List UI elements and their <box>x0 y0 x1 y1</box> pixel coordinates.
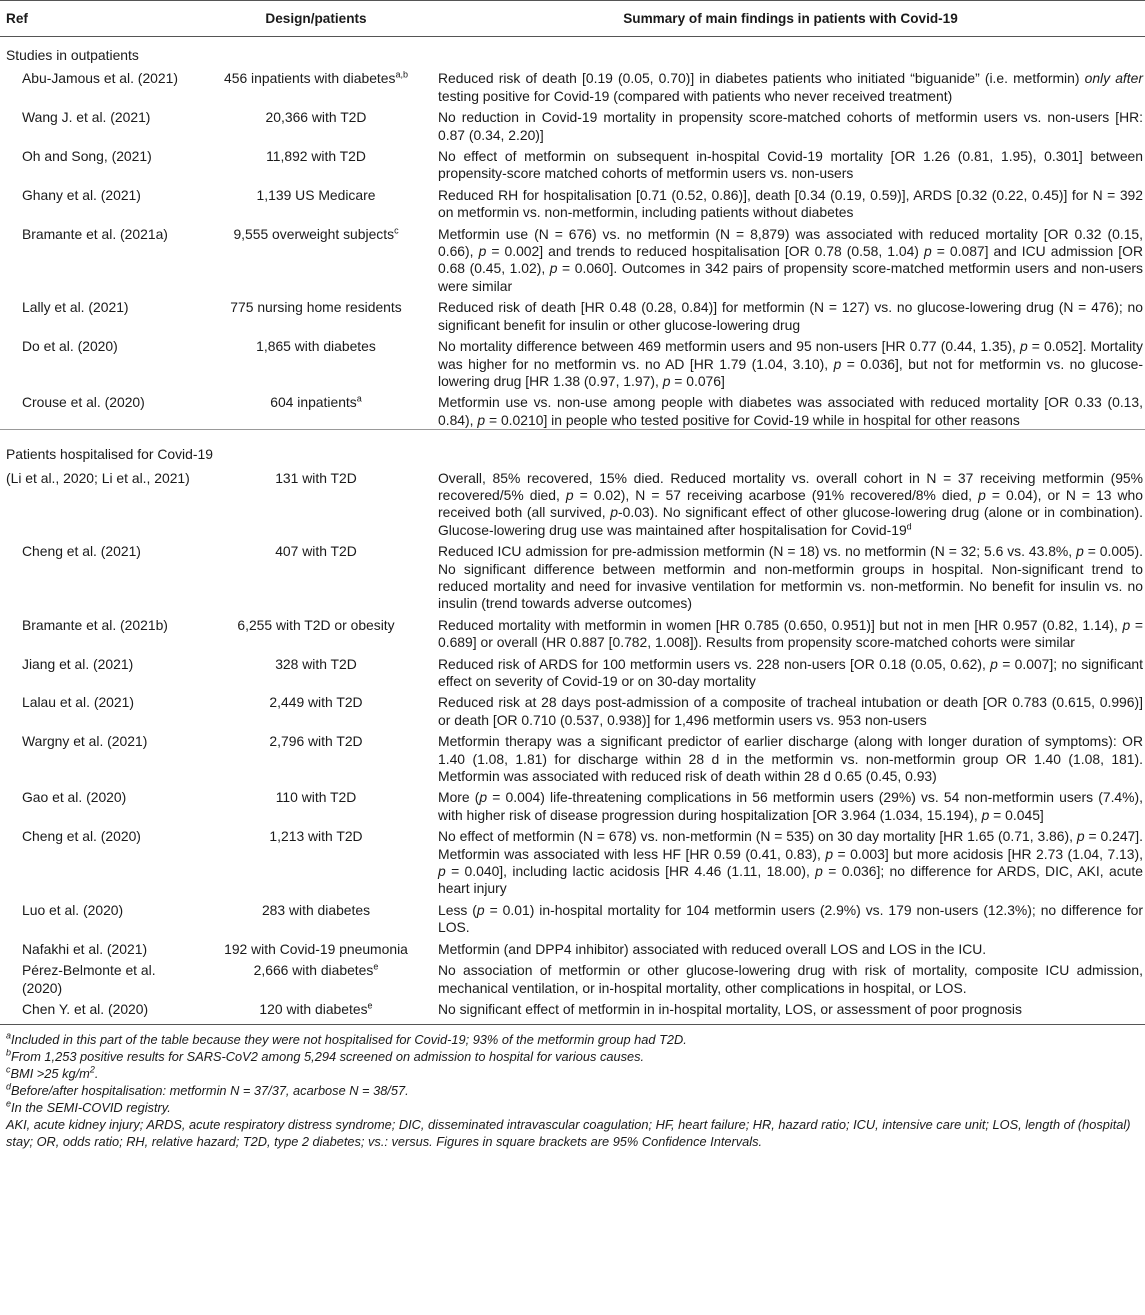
ref-cell: Abu-Jamous et al. (2021) <box>22 70 178 87</box>
header-design: Design/patients <box>196 1 436 37</box>
summary-cell: No association of metformin or other glucose-lowering drug with risk of mortality, composite ICU admission, mechanical ventilation, or in-hospital mortality, other complications in hospital, or LOS. <box>438 962 1143 996</box>
design-cell: 120 with diabetes$^e$ <box>196 997 436 1025</box>
design-cell: 283 with diabetes <box>261 901 371 918</box>
summary-cell: Overall, 85% recovered, 15% died. Reduced mortality vs. overall cohort in N = 37 receiving metformin (95% recovered/5% died, p = 0.02), N = 57 receiving acarbose (91% recovered/8% died, p = 0.04), or N = 13 who received both (all survived, p-0.03). No significant effect of other glucose-lowering drug (alone or in combination). Glucose-lowering drug use was maintained after hospitalisation for Covid-19$^d$ <box>438 469 1144 538</box>
design-cell: 407 with T2D <box>275 543 357 560</box>
design-cell: 20,366 with T2D <box>265 109 367 126</box>
design-cell: 2,666 with diabetes$^e$ <box>253 961 379 979</box>
design-cell: 9,555 overweight subjects$^c$ <box>233 225 399 242</box>
table-row <box>0 390 1145 429</box>
design-cell: 11,892 with T2D <box>266 148 366 165</box>
table-row <box>0 334 1145 390</box>
design-cell: 192 with Covid-19 pneumonia <box>224 940 408 957</box>
ref-cell: (Li et al., 2020; Li et al., 2021) <box>6 469 190 486</box>
ref-cell: Ghany et al. (2021) <box>22 186 141 203</box>
design-cell: 2,449 with T2D <box>269 694 363 711</box>
table-row <box>0 295 1145 334</box>
ref-cell: Wang J. et al. (2021) <box>22 109 151 126</box>
table-row <box>0 222 1145 296</box>
header-row <box>0 1 1145 37</box>
design-cell: 456 inpatients with diabetes$^{a,b}$ <box>224 69 408 87</box>
footnote-mark: c <box>6 1065 11 1076</box>
design-cell: 1,213 with T2D <box>269 828 363 845</box>
ref-cell: Luo et al. (2020) <box>22 901 124 918</box>
footnote-mark: e <box>6 1099 12 1110</box>
ref-cell: Cheng et al. (2021) <box>22 543 141 560</box>
ref-cell: Cheng et al. (2020) <box>22 828 141 845</box>
ref-cell: Bramante et al. (2021b) <box>22 616 168 633</box>
table-row <box>0 539 1145 613</box>
table-row <box>0 937 1145 958</box>
design-cell: 1,865 with diabetes <box>256 338 376 355</box>
ref-cell: Lally et al. (2021) <box>22 299 129 316</box>
summary-cell: Metformin use vs. non-use among people with diabetes was associated with reduced mortality [OR 0.33 (0.13, 0.84), p = 0.0210] in people who tested positive for Covid-19 while in hospital for other reasons <box>438 394 1143 428</box>
table-notes <box>0 1025 1145 1150</box>
table-row <box>0 958 1145 997</box>
summary-cell: Metformin (and DPP4 inhibitor) associated with reduced overall LOS and LOS in the ICU. <box>438 940 987 957</box>
design-cell: 328 with T2D <box>275 655 357 672</box>
table-row <box>0 652 1145 691</box>
ref-cell: Crouse et al. (2020) <box>22 394 145 411</box>
table-row <box>0 729 1145 785</box>
footnote: $^d$Before/after hospitalisation: metformin N = 37/37, acarbose N = 38/57. <box>6 1082 409 1099</box>
section-title: Studies in outpatients <box>6 47 139 63</box>
footnote: $^a$Included in this part of the table because they were not hospitalised for Covid-19; 93% of the metformin group had T2D. <box>6 1031 687 1048</box>
ref-cell: Lalau et al. (2021) <box>22 694 134 711</box>
table-row <box>0 785 1145 824</box>
ref-cell: Nafakhi et al. (2021) <box>22 940 148 957</box>
summary-cell: Reduced risk of death [0.19 (0.05, 0.70)] in diabetes patients who initiated “biguanide” (i.e. metformin) only after testing positive for Covid-19 (compared with patients who never received treatment) <box>438 70 1144 104</box>
summary-cell: No significant effect of metformin in in-hospital mortality, LOS, or assessment of poor prognosis <box>436 997 1145 1025</box>
summary-cell: Reduced risk of ARDS for 100 metformin users vs. 228 non-users [OR 0.18 (0.05, 0.62), p = 0.007]; no significant effect on severity of Covid-19 or on 30-day mortality <box>438 655 1144 689</box>
table-row <box>0 824 1145 898</box>
ref-cell: Pérez-Belmonte et al. (2020) <box>22 962 156 996</box>
summary-cell: More (p = 0.004) life-threatening complications in 56 metformin users (29%) vs. 54 non-metformin users (7.4%), with higher risk of disease progression during hospitalization [OR 3.964 (1.034, 15.194), p = 0.045] <box>438 789 1143 823</box>
table-row <box>0 66 1145 105</box>
summary-cell: Less (p = 0.01) in-hospital mortality for 104 metformin users (2.9%) vs. 179 non-users (12.3%); no difference for LOS. <box>438 901 1144 936</box>
design-cell: 1,139 US Medicare <box>256 186 376 203</box>
summary-cell: Metformin use (N = 676) vs. no metformin (N = 8,879) was associated with reduced mortality [OR 0.32 (0.15, 0.66), p = 0.002] and trends to reduced hospitalisation [OR 0.78 (0.58, 1.04) p = 0.087] and ICU admission [OR 0.68 (0.45, 1.02), p = 0.060]. Outcomes in 342 pairs of propensity score-matched metformin users and non-users were similar <box>438 225 1143 294</box>
table-row <box>0 144 1145 183</box>
design-cell: 110 with T2D <box>275 789 357 806</box>
summary-cell: Reduced RH for hospitalisation [0.71 (0.52, 0.86)], death [0.34 (0.19, 0.59)], ARDS [0.32 (0.22, 0.45)] for N = 392 on metformin vs. non-metformin, including patients without diabetes <box>438 186 1143 221</box>
summary-cell: Reduced risk of death [HR 0.48 (0.28, 0.84)] for metformin (N = 127) vs. no glucose-lowering drug (N = 476); no significant benefit for insulin or other glucose-lowering drug <box>438 299 1143 333</box>
summary-cell: Reduced ICU admission for pre-admission metformin (N = 18) vs. no metformin (N = 32; 5.6 vs. 43.8%, p = 0.005). No significant difference between metformin and non-metformin groups in hospital. Non-significant trend to reduced mortality and need for invasive ventilation for metformin vs. non-metformin. No benefit for insulin vs. no insulin (trend towards adverse outcomes) <box>438 543 1144 612</box>
footnote-mark: d <box>906 521 912 532</box>
design-cell: 131 with T2D <box>275 469 357 486</box>
footnote: $^c$BMI >25 $kg/m^2$. <box>6 1065 99 1082</box>
table-row <box>0 183 1145 222</box>
footnote-mark: e <box>367 1000 373 1011</box>
section-row <box>0 436 1145 465</box>
footnote-mark: e <box>373 961 379 972</box>
superscript: 2 <box>89 1065 95 1076</box>
table-row <box>0 613 1145 652</box>
header-ref: Ref <box>0 1 196 37</box>
ref-cell: Oh and Song, (2021) <box>22 148 152 165</box>
ref-cell: Chen Y. et al. (2020) <box>0 997 196 1025</box>
table-body <box>0 37 1145 1025</box>
header-summary: Summary of main findings in patients with Covid-19 <box>436 1 1145 37</box>
section-row <box>0 37 1145 67</box>
abbreviations: AKI, acute kidney injury; ARDS, acute respiratory distress syndrome; DIC, disseminated intravascular coagulation; HF, heart failure; HR, hazard ratio; ICU, intensive care unit; LOS, length of (hospital) stay; OR, odds ratio; RH, relative hazard; T2D, type 2 diabetes; vs.: versus. Figures in square brackets are 95% Confidence Intervals. <box>6 1117 1131 1150</box>
ref-cell: Jiang et al. (2021) <box>22 655 134 672</box>
summary-cell: No effect of metformin (N = 678) vs. non-metformin (N = 535) on 30 day mortality [HR 1.65 (0.71, 3.86), p = 0.247]. Metformin was associated with less HF [HR 0.59 (0.41, 0.83), p = 0.003] but more acidosis [HR 2.73 (1.04, 7.13), p = 0.040], including lactic acidosis [HR 4.46 (1.11, 18.00), p = 0.036]; no difference for ARDS, DIC, AKI, acute heart injury <box>438 828 1144 897</box>
table-row <box>0 997 1145 1025</box>
summary-emphasis: only after <box>1084 70 1144 87</box>
design-cell: 2,796 with T2D <box>269 733 363 750</box>
design-cell: 775 nursing home residents <box>230 299 402 316</box>
footnote-mark: d <box>6 1082 12 1093</box>
ref-cell: Bramante et al. (2021a) <box>22 225 168 242</box>
summary-cell: Metformin therapy was a significant predictor of earlier discharge (along with longer duration of symptoms): OR 1.40 (1.08, 1.81) for discharge within 28 d in the metformin vs. non-metformin group OR 1.40 (1.08, 181). Metformin was associated with reduced risk of death within 28 d 0.65 (0.45, 0.93) <box>438 733 1143 785</box>
summary-cell: Reduced risk at 28 days post-admission of a composite of tracheal intubation or death [OR 0.783 (0.615, 0.996)] or death [OR 0.710 (0.537, 0.938)] for 1,496 metformin users vs. 953 non-users <box>438 694 1143 728</box>
summary-cell: No mortality difference between 469 metformin users and 95 non-users [HR 0.77 (0.44, 1.35), p = 0.052]. Mortality was higher for no metformin vs. no AD [HR 1.79 (1.04, 3.10), p = 0.036], but not for metformin vs. no glucose-lowering drug [HR 1.38 (0.97, 1.97), p = 0.076] <box>438 338 1143 389</box>
section-title: Patients hospitalised for Covid-19 <box>6 446 213 463</box>
summary-cell: No effect of metformin on subsequent in-hospital Covid-19 mortality [OR 1.26 (0.81, 1.95), 0.301] between propensity-score matched cohorts of metformin users vs. non-users <box>438 148 1143 182</box>
ref-cell: Do et al. (2020) <box>22 338 118 355</box>
table-row <box>0 898 1145 937</box>
ref-cell: Gao et al. (2020) <box>22 789 127 806</box>
table-row <box>0 466 1145 540</box>
footnote-mark: a,b <box>395 69 408 80</box>
design-cell: 604 inpatients$^a$ <box>270 393 362 411</box>
footnote-mark: b <box>6 1048 12 1059</box>
footnote: $^e$In the SEMI-COVID registry. <box>6 1099 171 1116</box>
summary-cell: No reduction in Covid-19 mortality in propensity score-matched cohorts of metformin users vs. non-users [HR: 0.87 (0.34, 2.20)] <box>438 109 1143 143</box>
table-row <box>0 690 1145 729</box>
summary-cell: Reduced mortality with metformin in women [HR 0.785 (0.650, 0.951)] but not in men [HR 0.957 (0.82, 1.14), p = 0.689] or overall (HR 0.887 [0.782, 1.008]). Results from propensity score-matched cohorts were similar <box>438 616 1143 651</box>
footnote-mark: a <box>6 1031 12 1042</box>
footnote-mark: a <box>356 393 362 404</box>
design-cell: 6,255 with T2D or obesity <box>237 616 395 633</box>
ref-cell: Wargny et al. (2021) <box>22 733 148 750</box>
table-row <box>0 105 1145 144</box>
footnote-mark: c <box>394 225 399 236</box>
footnote: $^b$From 1,253 positive results for SARS-CoV2 among 5,294 screened on admission to hospital for various causes. <box>6 1048 645 1065</box>
